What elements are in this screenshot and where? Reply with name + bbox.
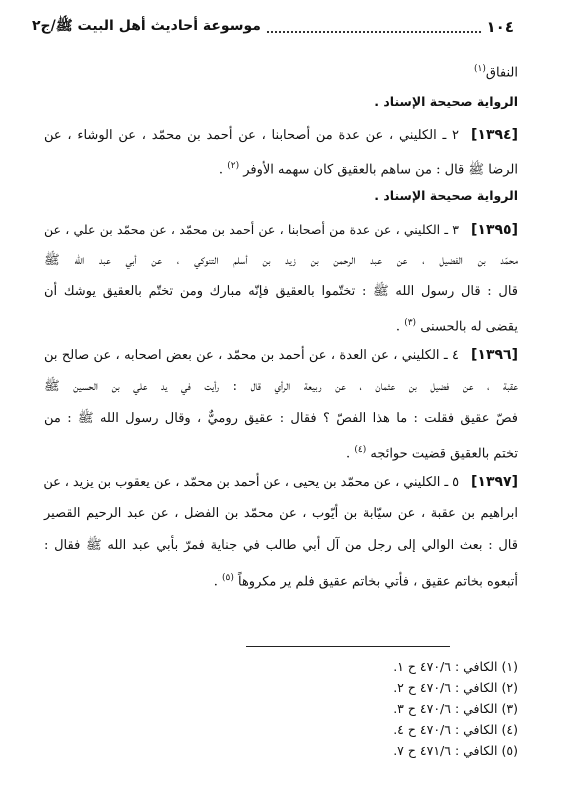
text-line: ابراهيم بن عقبة ، عن سيّابة بن أيّوب ، عن محمّد بن الفضل ، عن عبد الرحيم القصير (44, 506, 518, 521)
footnote-ref: (٤) (354, 445, 367, 455)
text-line: يقضى له بالحسنى $^{(٣)}$ . (395, 318, 518, 335)
text-line: قال : بعث الوالي إلى رجل من آل أبي طالب في جناية فمرّ بأبي عبد الله ﷺ فقال : (44, 538, 518, 553)
text-line: محمّد بن الفضيل ، عن عبد الرحمن بن زيد بن أسلم التنوكي ، عن أبي عبد الله ﷺ (44, 253, 518, 268)
text-line: عقبة ، عن فضيل بن عثمان ، عن ربيعة الرأي قال : رأيت في يد علي بن الحسين ﷺ (44, 379, 518, 394)
hadith-line: [١٣٩٦]٤ ـ الكليني ، عن العدة ، عن أحمد بن محمّد ، عن بعض اصحابه ، عن صالح بن (44, 347, 518, 363)
text-line: تختم بالعقيق قضيت حوائجه $^{(٤)}$ . (346, 445, 518, 462)
hadith-line: [١٣٩٤]٢ ـ الكليني ، عن عدة من أصحابنا ، عن أحمد بن محمّد ، عن الوشاء ، عن (44, 127, 518, 143)
footnote: (٢) الكافي : ٤٧٠/٦ ح ٢. (393, 680, 518, 695)
footnote: (١) الكافي : ٤٧٠/٦ ح ١. (393, 659, 518, 674)
footnote-ref: (٢) (227, 161, 240, 171)
text-line: قال : قال رسول الله ﷺ : تختّموا بالعقيق فإنّه مبارك ومن تختّم بالعقيق يوشك أن (44, 284, 518, 299)
text-line: الرضا ﷺ قال : من ساهم بالعقيق كان سهمه الأوفر $^{(٢)}$ . (218, 161, 518, 178)
hadith-line: [١٣٩٥]٣ ـ الكليني ، عن عدة من أصحابنا ، عن أحمد بن محمّد ، عن محمّد بن علي ، عن (44, 222, 518, 238)
header-title: موسوعة أحاديث أهل البيت ﷺ/ج٢ (32, 18, 261, 34)
hadith-number: [١٣٩٥] (471, 222, 518, 238)
text-line: النفاق$^{(١)}$ (474, 64, 518, 81)
running-header (32, 14, 514, 40)
header-dot-leader (267, 22, 481, 33)
hadith-number: [١٣٩٤] (471, 127, 518, 143)
footnote: (٥) الكافي : ٤٧١/٦ ح ٧. (393, 743, 518, 758)
page-number: ١٠٤ (486, 18, 514, 36)
text-line: فصّ عقيق فقلت : ما هذا الفصّ ؟ فقال : عقيق روميٌّ ، وقال رسول الله ﷺ : من (44, 411, 518, 426)
text-line: أتبعوه بخاتم عقيق ، فأتي بخاتم عقيق فلم ير مكروهاً $^{(٥)}$ . (213, 573, 518, 590)
isnad-grade: الرواية صحيحة الإسناد . (374, 188, 518, 203)
isnad-grade: الرواية صحيحة الإسناد . (374, 94, 518, 109)
hadith-number: [١٣٩٦] (471, 347, 518, 363)
hadith-number: [١٣٩٧] (471, 474, 518, 490)
hadith-line: [١٣٩٧]٥ ـ الكليني ، عن محمّد بن يحيى ، عن أحمد بن محمّد ، عن يعقوب بن يزيد ، عن (43, 474, 518, 490)
footnote: (٤) الكافي : ٤٧٠/٦ ح ٤. (393, 722, 518, 737)
footnote-separator (246, 646, 450, 647)
footnote-ref: (٣) (404, 318, 417, 328)
footnote-ref: (١) (474, 64, 486, 74)
footnote: (٣) الكافي : ٤٧٠/٦ ح ٣. (393, 701, 518, 716)
footnote-ref: (٥) (221, 573, 234, 583)
